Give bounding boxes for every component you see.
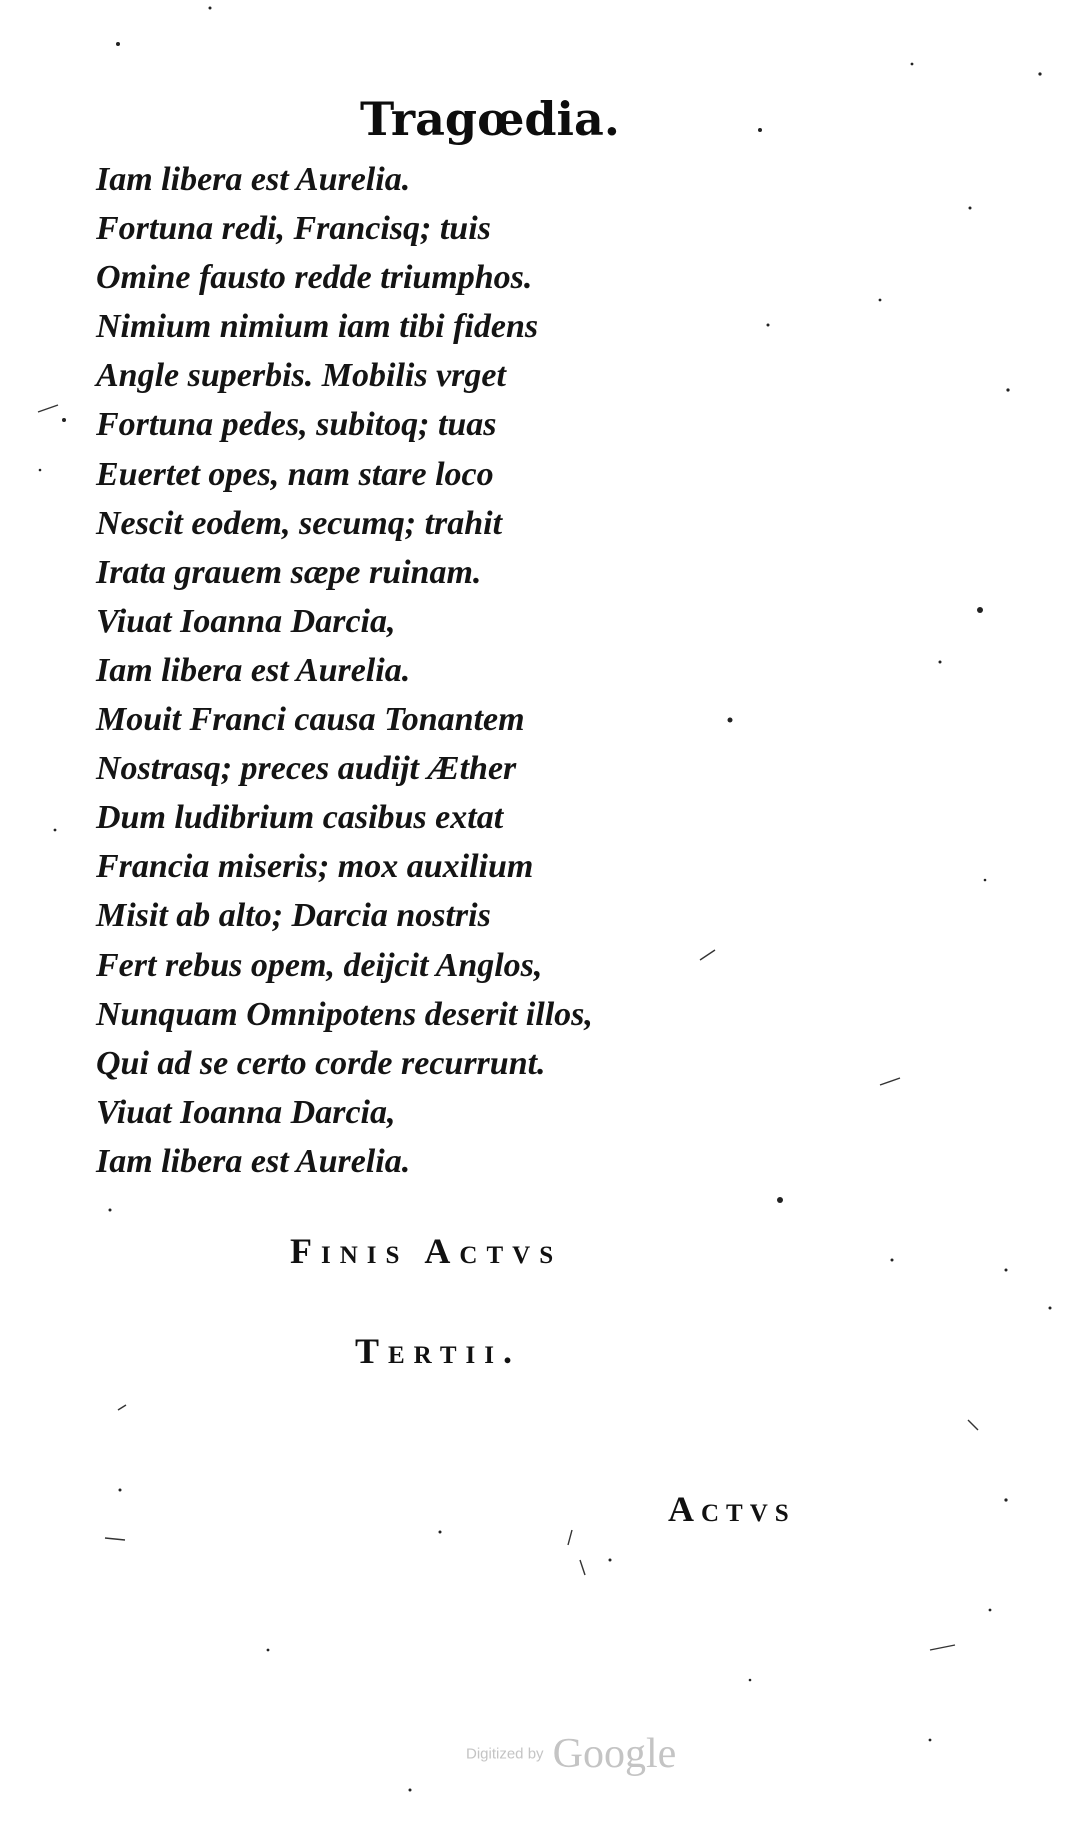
digitization-watermark — [466, 1730, 676, 1778]
google-logo: Google — [552, 1731, 677, 1777]
verse-line: Fert rebus opem, deijcit Anglos, — [96, 946, 543, 984]
verse-line: Fortuna pedes, subitoq; tuas — [96, 406, 497, 444]
verse-line: Nunquam Omnipotens deserit illos, — [96, 995, 593, 1033]
running-title: Tragœdia. — [360, 92, 620, 146]
verse-line: Iam libera est Aurelia. — [96, 651, 411, 689]
verse-line: Euertet opes, nam stare loco — [96, 455, 494, 493]
verse-line: Qui ad se certo corde recurrunt. — [96, 1044, 546, 1082]
verse-line: Dum ludibrium casibus extat — [96, 799, 504, 837]
verse-line: Iam libera est Aurelia. — [96, 1142, 411, 1180]
verse-line: Nescit eodem, secumq; trahit — [96, 504, 503, 542]
verse-line: Misit ab alto; Darcia nostris — [96, 897, 491, 935]
verse-line: Nimium nimium iam tibi fidens — [96, 308, 539, 346]
verse-line: Fortuna redi, Francisq; tuis — [96, 210, 491, 248]
verse-line: Mouit Franci causa Tonantem — [96, 701, 525, 739]
catchword: Actvs — [668, 1489, 796, 1529]
verse-line: Irata grauem sæpe ruinam. — [96, 553, 482, 591]
verse-block — [96, 155, 593, 1186]
tertii-heading: Tertii. — [355, 1331, 521, 1371]
verse-line: Nostrasq; preces audijt Æther — [96, 750, 517, 788]
verse-line: Iam libera est Aurelia. — [96, 161, 411, 198]
verse-line: Viuat Ioanna Darcia, — [96, 602, 396, 640]
verse-line: Angle superbis. Mobilis vrget — [96, 357, 506, 395]
finis-actus-heading: Finis Actvs — [290, 1231, 563, 1271]
verse-line: Omine fausto redde triumphos. — [96, 259, 533, 297]
verse-line: Viuat Ioanna Darcia, — [96, 1093, 396, 1131]
verse-line: Francia miseris; mox auxilium — [96, 848, 534, 886]
digitized-by-label: Digitized by — [466, 1745, 544, 1763]
